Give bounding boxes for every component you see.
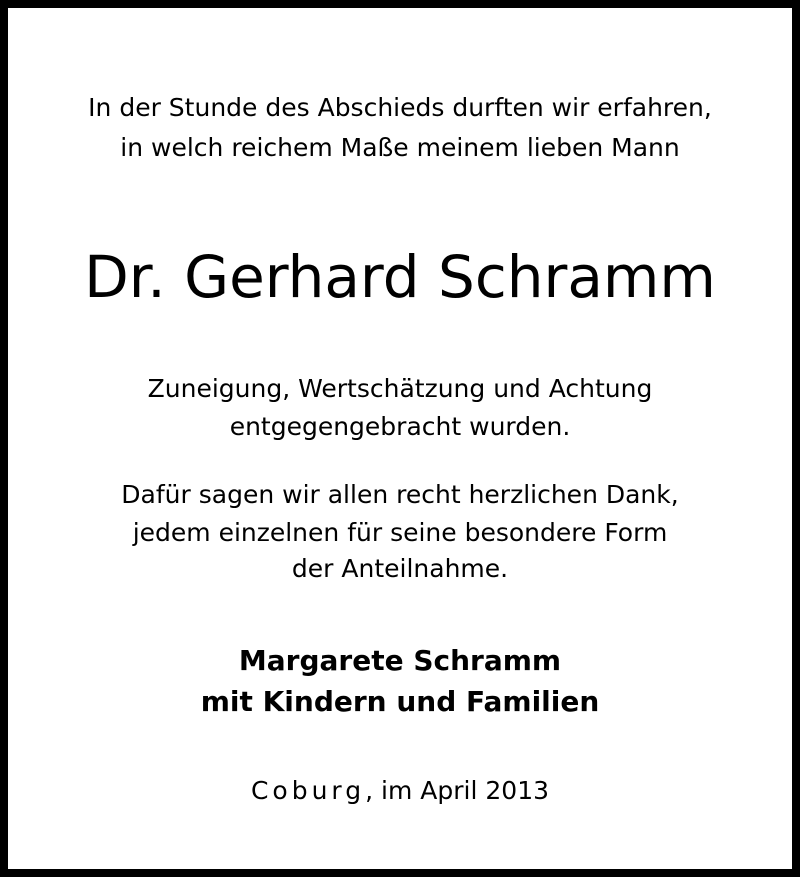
- paragraph1-line-2: entgegengebracht wurden.: [229, 412, 571, 441]
- paragraph2-line-2: jedem einzelnen für seine besondere Form: [132, 518, 668, 547]
- signature-line-2: mit Kindern und Familien: [200, 685, 600, 718]
- paragraph1-line-1: Zuneigung, Wertschätzung und Achtung: [147, 374, 653, 403]
- intro-line-2: in welch reichem Maße meinem lieben Mann: [120, 133, 680, 162]
- paragraph2-line-3: der Anteilnahme.: [291, 554, 509, 583]
- paragraph2-line-1: Dafür sagen wir allen recht herzlichen Dank,: [121, 480, 679, 509]
- place-and-date: [8, 776, 792, 806]
- deceased-name: Dr. Gerhard Schramm: [84, 243, 716, 311]
- place: Coburg: [250, 776, 366, 805]
- date: , im April 2013: [365, 776, 550, 805]
- intro-line-1: In der Stunde des Abschieds durften wir erfahren,: [88, 93, 712, 122]
- signature-line-1: Margarete Schramm: [238, 644, 562, 677]
